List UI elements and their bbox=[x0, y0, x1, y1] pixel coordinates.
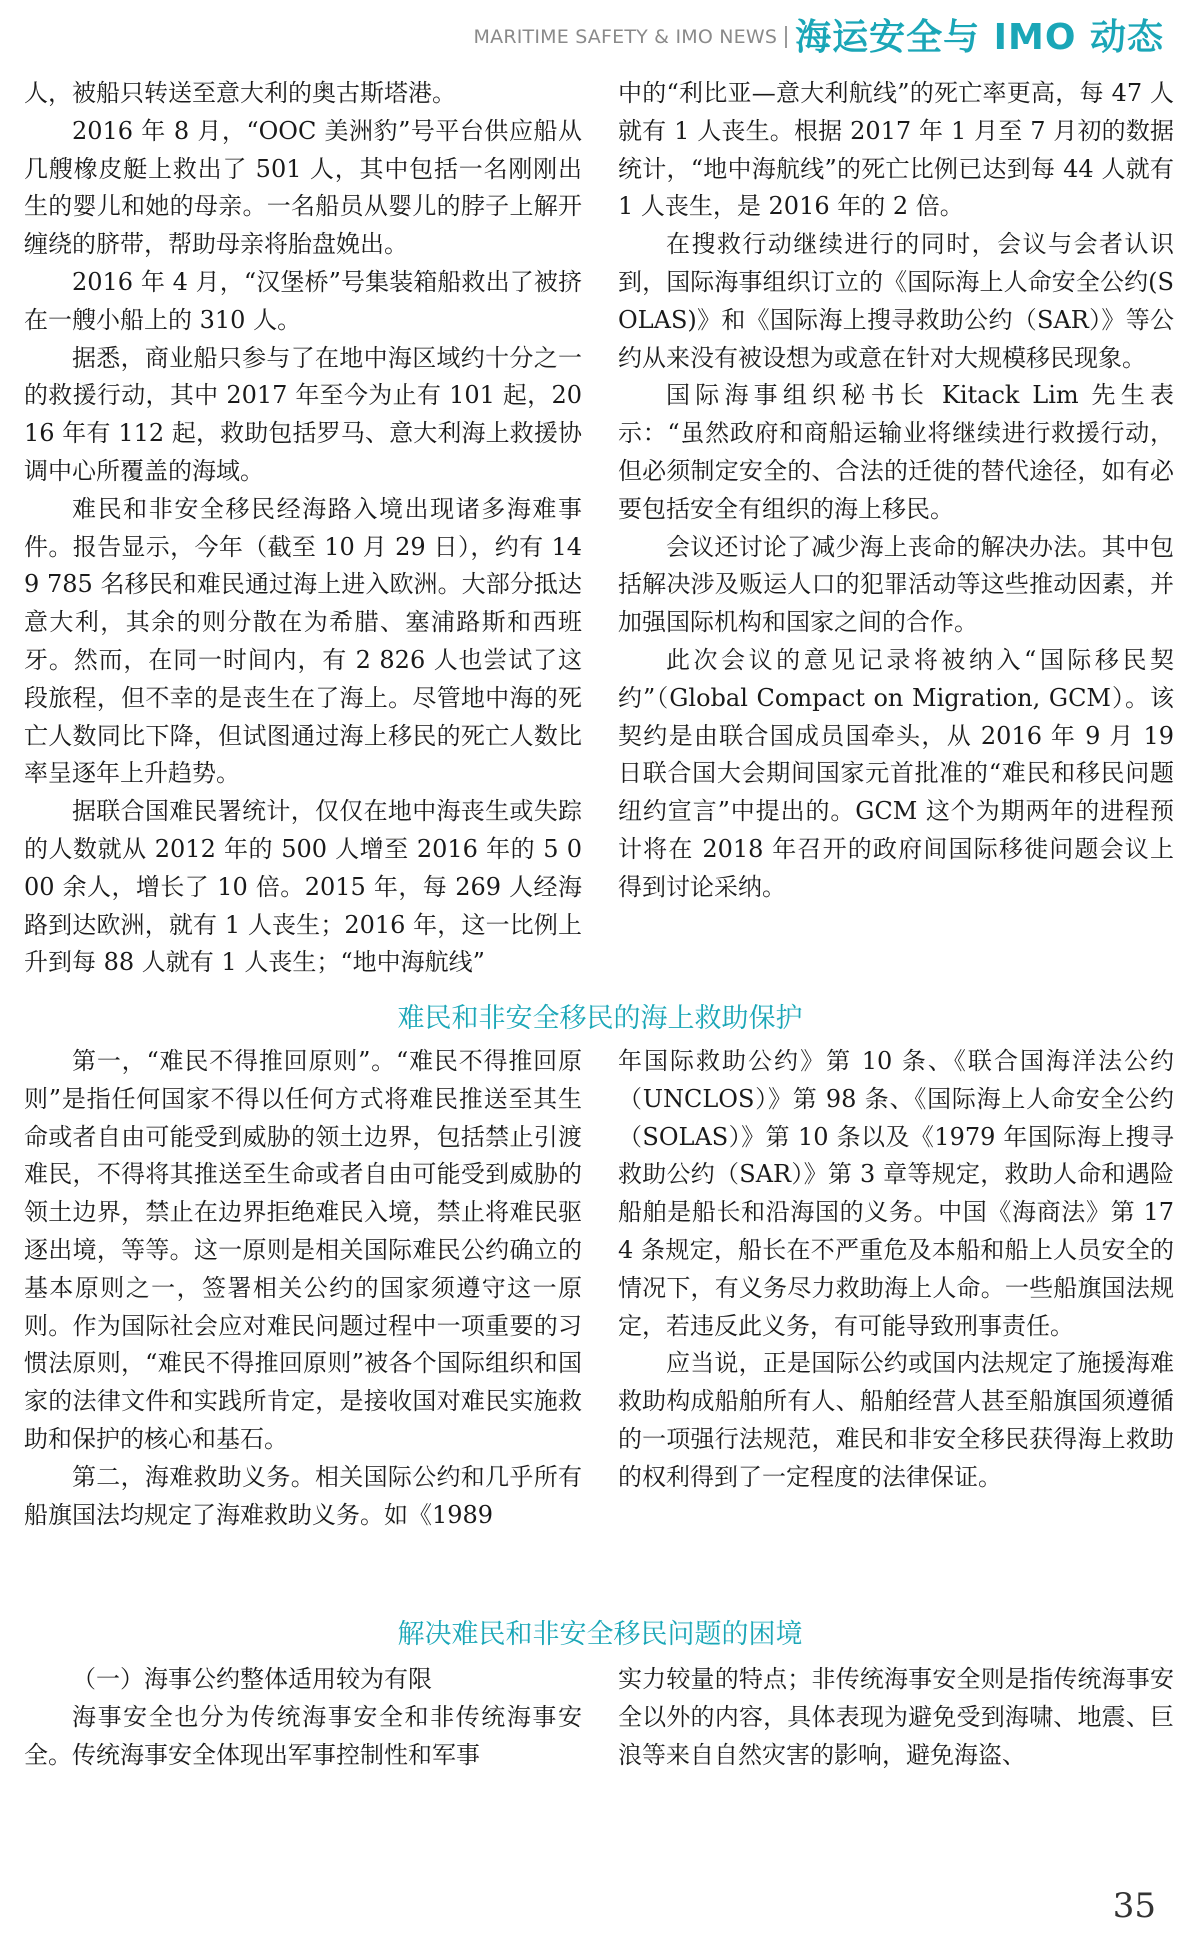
section-heading-dilemma: 解决难民和非安全移民问题的困境 bbox=[397, 1619, 803, 1650]
paragraph: 会议还讨论了减少海上丧命的解决办法。其中包括解决涉及贩运人口的犯罪活动等这些推动因素，并加强国际机构和国家之间的合作。 bbox=[618, 532, 1174, 637]
paragraph: 2016 年 8 月，“OOC 美洲豹”号平台供应船从几艘橡皮艇上救出了 501 人，其中包括一名刚刚出生的婴儿和她的母亲。一名船员从婴儿的脖子上解开缠绕的脐带，帮助母亲将胎盘娩出。 bbox=[24, 116, 582, 259]
header-divider bbox=[785, 26, 787, 48]
section2-right-column bbox=[618, 1043, 1174, 1497]
paragraph: 第一，“难民不得推回原则”。“难民不得推回原则”是指任何国家不得以任何方式将难民推送至其生命或者自由可能受到威胁的领土边界，包括禁止引渡难民，不得将其推送至生命或者自由可能受到威胁的领土边界，禁止在边界拒绝难民入境，禁止将难民驱逐出境，等等。这一原则是相关国际难民公约确立的基本原则之一，签署相关公约的国家须遵守这一原则。作为国际社会应对难民问题过程中一项重要的习惯法原则，“难民不得推回原则”被各个国际组织和国家的法律文件和实践所肯定，是接收国对难民实施救助和保护的核心和基石。 bbox=[24, 1047, 582, 1453]
section3-right-column bbox=[618, 1661, 1174, 1774]
paragraph: 据联合国难民署统计，仅仅在地中海丧生或失踪的人数就从 2012 年的 500 人增至 2016 年的 5 000 余人，增长了 10 倍。2015 年，每 269 人经海路到达欧洲，就有 1 人丧生；2016 年，这一比例上升到每 88 人就有 1 人丧生；“地中海航线” bbox=[24, 797, 582, 977]
paragraph: 海事安全也分为传统海事安全和非传统海事安全。传统海事安全体现出军事控制性和军事 bbox=[24, 1702, 582, 1769]
section1-left-column bbox=[24, 75, 582, 982]
section1-right-column bbox=[618, 75, 1174, 907]
paragraph: 国际海事组织秘书长 Kitack Lim 先生表示：“虽然政府和商船运输业将继续进行救援行动，但必须制定安全的、合法的迁徙的替代途径，如有必要包括安全有组织的海上移民。 bbox=[618, 381, 1174, 523]
paragraph: 应当说，正是国际公约或国内法规定了施援海难救助构成船舶所有人、船舶经营人甚至船旗国须遵循的一项强行法规范，难民和非安全移民获得海上救助的权利得到了一定程度的法律保证。 bbox=[618, 1349, 1174, 1491]
page-number: 35 bbox=[1112, 1886, 1156, 1926]
paragraph: 实力较量的特点；非传统海事安全则是指传统海事安全以外的内容，具体表现为避免受到海啸、地震、巨浪等来自自然灾害的影响，避免海盗、 bbox=[618, 1665, 1174, 1769]
subheading: （一）海事公约整体适用较为有限 bbox=[72, 1665, 432, 1693]
paragraph: 2016 年 4 月，“汉堡桥”号集装箱船救出了被挤在一艘小船上的 310 人。 bbox=[24, 267, 582, 334]
header-english-title: MARITIME SAFETY & IMO NEWS bbox=[473, 26, 778, 48]
paragraph: 人，被船只转送至意大利的奥古斯塔港。 bbox=[24, 79, 456, 107]
paragraph: 据悉，商业船只参与了在地中海区域约十分之一的救援行动，其中 2017 年至今为止有 101 起，2016 年有 112 起，救助包括罗马、意大利海上救援协调中心所覆盖的海域。 bbox=[24, 343, 582, 485]
section2-left-column bbox=[24, 1043, 582, 1534]
section3-left-column bbox=[24, 1661, 582, 1774]
paragraph: 难民和非安全移民经海路入境出现诸多海难事件。报告显示，今年（截至 10 月 29 日），约有 149 785 名移民和难民通过海上进入欧洲。大部分抵达意大利，其余的则分散在为希腊、塞浦路斯和西班牙。然而，在同一时间内，有 2 826 人也尝试了这段旅程，但不幸的是丧生在了海上。尽管地中海的死亡人数同比下降，但试图通过海上移民的死亡人数比率呈逐年上升趋势。 bbox=[24, 494, 582, 788]
paragraph: 此次会议的意见记录将被纳入“国际移民契约”（Global Compact on Migration, GCM）。该契约是由联合国成员国牵头，从 2016 年 9 月 19 日联合国大会期间国家元首批准的“难民和移民问题纽约宣言”中提出的。GCM 这个为期两年的进程预计将在 2018 年召开的政府间国际移徙问题会议上得到讨论采纳。 bbox=[618, 645, 1174, 901]
paragraph: 第二，海难救助义务。相关国际公约和几乎所有船旗国法均规定了海难救助义务。如《1989 bbox=[24, 1462, 582, 1529]
header-chinese-title: 海运安全与 IMO 动态 bbox=[795, 16, 1164, 58]
section-heading-rescue-protection: 难民和非安全移民的海上救助保护 bbox=[397, 1003, 803, 1034]
page-header bbox=[474, 6, 1164, 62]
paragraph: 年国际救助公约》第 10 条、《联合国海洋法公约（UNCLOS）》第 98 条、《国际海上人命安全公约（SOLAS）》第 10 条以及《1979 年国际海上搜寻救助公约（SAR）》第 3 章等规定，救助人命和遇险船舶是船长和沿海国的义务。中国《海商法》第 174 条规定，船长在不严重危及本船和船上人员安全的情况下，有义务尽力救助海上人命。一些船旗国法规定，若违反此义务，有可能导致刑事责任。 bbox=[618, 1047, 1174, 1340]
paragraph: 在搜救行动继续进行的同时，会议与会者认识到，国际海事组织订立的《国际海上人命安全公约(SOLAS)》和《国际海上搜寻救助公约（SAR）》等公约从来没有被设想为或意在针对大规模移民现象。 bbox=[618, 230, 1174, 372]
paragraph: 中的“利比亚—意大利航线”的死亡率更高，每 47 人就有 1 人丧生。根据 2017 年 1 月至 7 月初的数据统计，“地中海航线”的死亡比例已达到每 44 人就有 1 人丧生，是 2016 年的 2 倍。 bbox=[618, 79, 1174, 221]
